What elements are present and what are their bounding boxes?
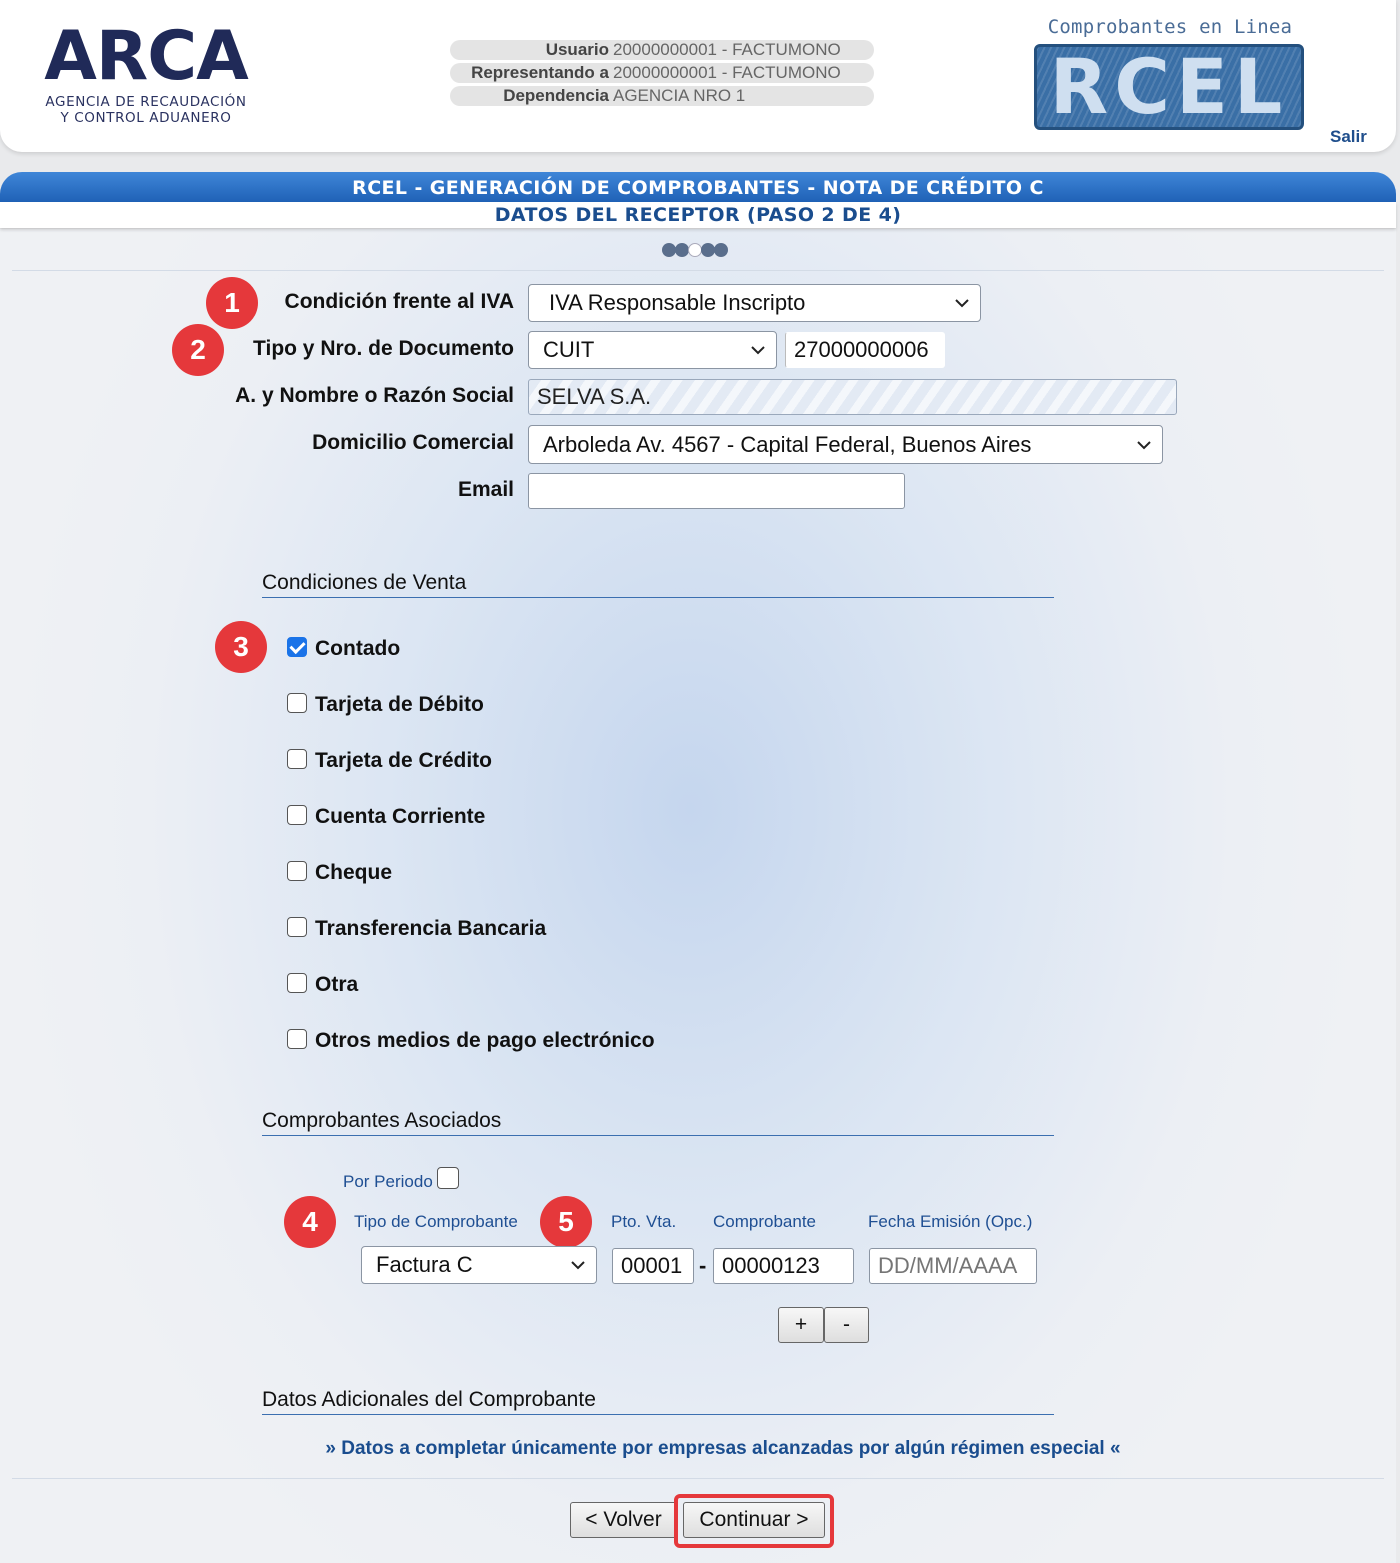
payment-option-transferencia[interactable] [287,915,546,943]
condicion-iva-label: Condición frente al IVA [284,290,514,313]
step-dot [675,243,689,257]
payment-option-otra[interactable] [287,971,358,999]
annotation-badge-2: 2 [172,324,224,376]
payment-option-tarjeta-credito[interactable] [287,747,492,775]
rcel-tagline: Comprobantes en Linea [1047,16,1293,38]
payment-option-label: Cheque [315,861,393,884]
domicilio-select[interactable] [528,425,1163,464]
continue-highlight [674,1494,834,1548]
payment-option-otros-medios[interactable] [287,1027,655,1055]
fecha-emision-label: Fecha Emisión (Opc.) [868,1212,1033,1231]
payment-option-contado[interactable] [287,635,400,663]
checkbox[interactable] [287,805,307,825]
checkbox[interactable] [287,637,307,657]
section-divider [262,1414,1054,1415]
arca-logo [36,17,256,126]
regimen-especial-link[interactable]: » Datos a completar únicamente por empresas alcanzadas por algún régimen especial « [325,1438,1121,1459]
payment-option-label: Transferencia Bancaria [315,917,547,940]
page-title: RCEL - GENERACIÓN DE COMPROBANTES - NOTA DE CRÉDITO C [0,172,1396,204]
arca-logo-text: ARCA [44,17,248,96]
chevron-down-icon [954,295,970,311]
pto-vta-label: Pto. Vta. [611,1212,677,1231]
email-input[interactable] [528,473,905,509]
rcel-logo-word: RCEL [1034,44,1304,130]
chevron-down-icon [750,342,766,358]
condicion-iva-select[interactable] [528,284,981,322]
user-label: Usuario [545,40,609,59]
comprobantes-asociados-title: Comprobantes Asociados [262,1109,502,1132]
continue-button[interactable]: Continuar > [683,1502,825,1538]
payment-option-label: Otra [315,973,359,996]
payment-option-label: Tarjeta de Débito [315,693,484,716]
user-value: 20000000001 - FACTUMONO [613,63,841,82]
razon-social-label: A. y Nombre o Razón Social [235,384,514,407]
step-dot [701,243,715,257]
step-dot-current [688,243,702,257]
user-label: Representando a [471,63,609,82]
condicion-iva-value: IVA Responsable Inscripto [549,290,806,315]
section-divider [262,1135,1054,1136]
payment-option-cuenta-corriente[interactable] [287,803,485,831]
tipo-comprobante-label: Tipo de Comprobante [354,1212,518,1231]
user-value: AGENCIA NRO 1 [613,86,746,105]
checkbox[interactable] [287,749,307,769]
razon-social-field: SELVA S.A. [528,379,1177,415]
documento-label: Tipo y Nro. de Documento [253,337,514,360]
user-row-dependencia [450,86,874,106]
arca-logo-sub2: Y CONTROL ADUANERO [60,110,232,126]
step-indicator [662,243,727,257]
checkbox[interactable] [287,861,307,881]
logout-link[interactable]: Salir [1330,127,1367,146]
header [0,0,1396,152]
pto-vta-input[interactable]: 00001 [612,1248,694,1284]
user-label: Dependencia [503,86,609,105]
checkbox[interactable] [287,917,307,937]
checkbox[interactable] [287,693,307,713]
condiciones-venta-title: Condiciones de Venta [262,571,467,594]
documento-tipo-value: CUIT [543,337,595,362]
separator-dash: - [699,1253,707,1278]
payment-option-cheque[interactable] [287,859,392,887]
step-dot [662,243,676,257]
step-dot [714,243,728,257]
back-button[interactable]: < Volver [570,1502,677,1538]
arca-logo-sub1: AGENCIA DE RECAUDACIÓN [45,94,247,110]
email-label: Email [457,478,514,501]
checkbox[interactable] [287,973,307,993]
user-info [450,40,874,109]
page-subtitle: DATOS DEL RECEPTOR (PASO 2 DE 4) [0,202,1396,228]
user-row-representando [450,63,874,83]
user-row-usuario [450,40,874,60]
annotation-badge-3: 3 [215,621,267,673]
tipo-comprobante-select[interactable] [361,1246,597,1284]
chevron-down-icon [1136,437,1152,453]
datos-adicionales-title: Datos Adicionales del Comprobante [262,1388,596,1411]
fecha-emision-input[interactable] [869,1248,1037,1284]
remove-comprobante-button[interactable]: - [824,1307,869,1343]
checkbox[interactable] [287,1029,307,1049]
payment-option-label: Contado [315,637,401,660]
divider [12,270,1384,271]
annotation-badge-5: 5 [540,1196,592,1248]
payment-option-label: Otros medios de pago electrónico [315,1029,655,1052]
annotation-badge-4: 4 [284,1196,336,1248]
documento-tipo-select[interactable] [528,331,777,369]
payment-option-tarjeta-debito[interactable] [287,691,484,719]
domicilio-label: Domicilio Comercial [312,431,514,454]
por-periodo-label: Por Periodo [343,1172,433,1191]
user-value: 20000000001 - FACTUMONO [613,40,841,59]
add-comprobante-button[interactable]: + [778,1307,824,1343]
comprobante-label: Comprobante [713,1212,817,1231]
rcel-logo [1030,16,1310,140]
section-divider [262,597,1054,598]
comprobante-input[interactable]: 00000123 [713,1248,854,1284]
chevron-down-icon [570,1257,586,1273]
domicilio-value: Arboleda Av. 4567 - Capital Federal, Buenos Aires [543,431,1032,457]
annotation-badge-1: 1 [206,277,258,329]
payment-option-label: Tarjeta de Crédito [315,749,492,772]
por-periodo-checkbox[interactable] [437,1167,459,1189]
divider [12,1478,1384,1479]
documento-numero-input[interactable]: 27000000006 [785,332,945,368]
tipo-comprobante-value: Factura C [376,1252,473,1277]
payment-option-label: Cuenta Corriente [315,805,486,828]
